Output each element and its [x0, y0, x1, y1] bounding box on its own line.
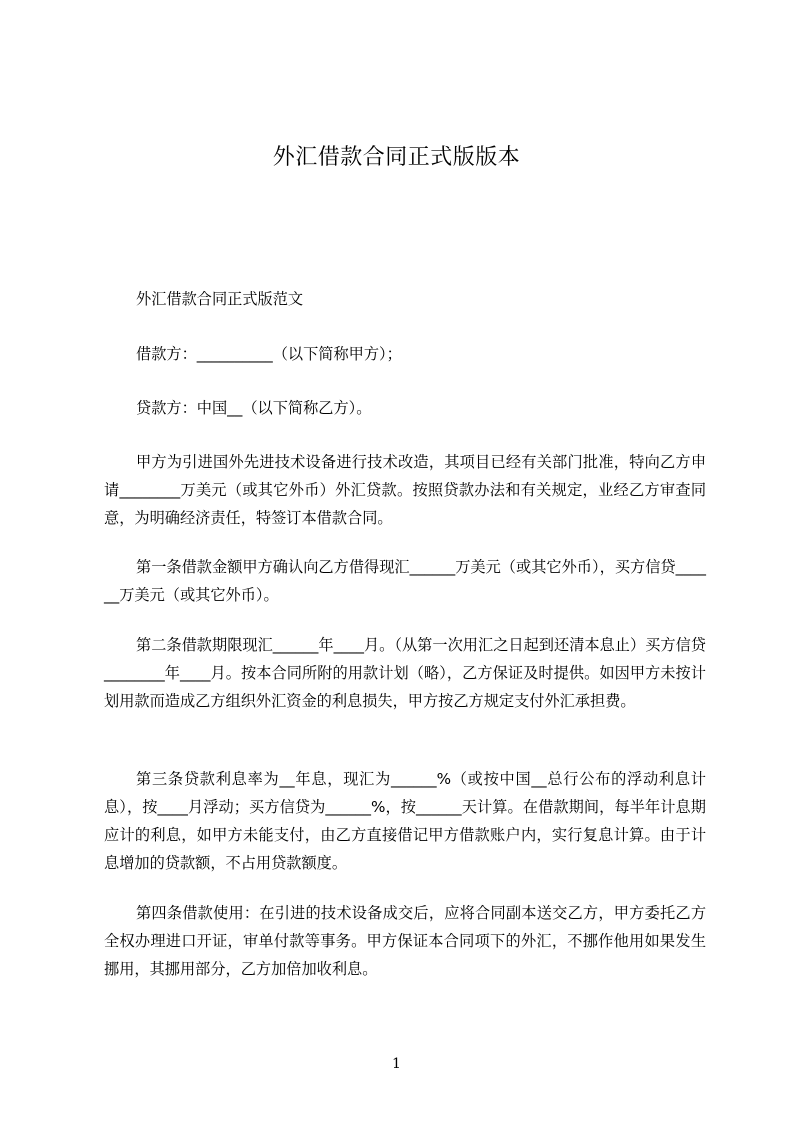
page-number: 1: [392, 1056, 401, 1072]
article-3-paragraph: 第三条贷款利息率为__年息，现汇为______%（或按中国__总行公布的浮动利息计息），按____月浮动；买方信贷为______%，按______天计算。在借款期间，每半年计息期应计的利息，如甲方未能支付，由乙方直接借记甲方借款账户内，实行复息计算。由于计息增加的贷款额，不占用贷款额度。: [104, 770, 706, 872]
document-title: 外汇借款合同正式版版本: [272, 145, 521, 170]
document-subtitle: 外汇借款合同正式版范文: [136, 290, 304, 308]
article-4-paragraph: 第四条借款使用：在引进的技术设备成交后，应将合同副本送交乙方，甲方委托乙方全权办理进口开证，审单付款等事务。甲方保证本合同项下的外汇，不挪作他用如果发生挪用，其挪用部分，乙方加倍加收利息。: [104, 904, 706, 978]
preamble-paragraph: 甲方为引进国外先进技术设备进行技术改造，其项目已经有关部门批准，特向乙方申请________万美元（或其它外币）外汇贷款。按照贷款办法和有关规定，业经乙方审查同意，为明确经济责任，特签订本借款合同。: [104, 453, 706, 527]
lender-line: 贷款方：中国__（以下简称乙方）。: [136, 399, 372, 417]
article-1-paragraph: 第一条借款金额甲方确认向乙方借得现汇______万美元（或其它外币），买方信贷______万美元（或其它外币）。: [104, 558, 706, 604]
borrower-line: 借款方：__________（以下简称甲方）；: [136, 345, 402, 363]
article-2-paragraph: 第二条借款期限现汇______年____月。（从第一次用汇之日起到还清本息止）买方信贷________年____月。按本合同所附的用款计划（略），乙方保证及时提供。如因甲方未按计划用款而造成乙方组织外汇资金的利息损失，甲方按乙方规定支付外汇承担费。: [104, 636, 706, 710]
